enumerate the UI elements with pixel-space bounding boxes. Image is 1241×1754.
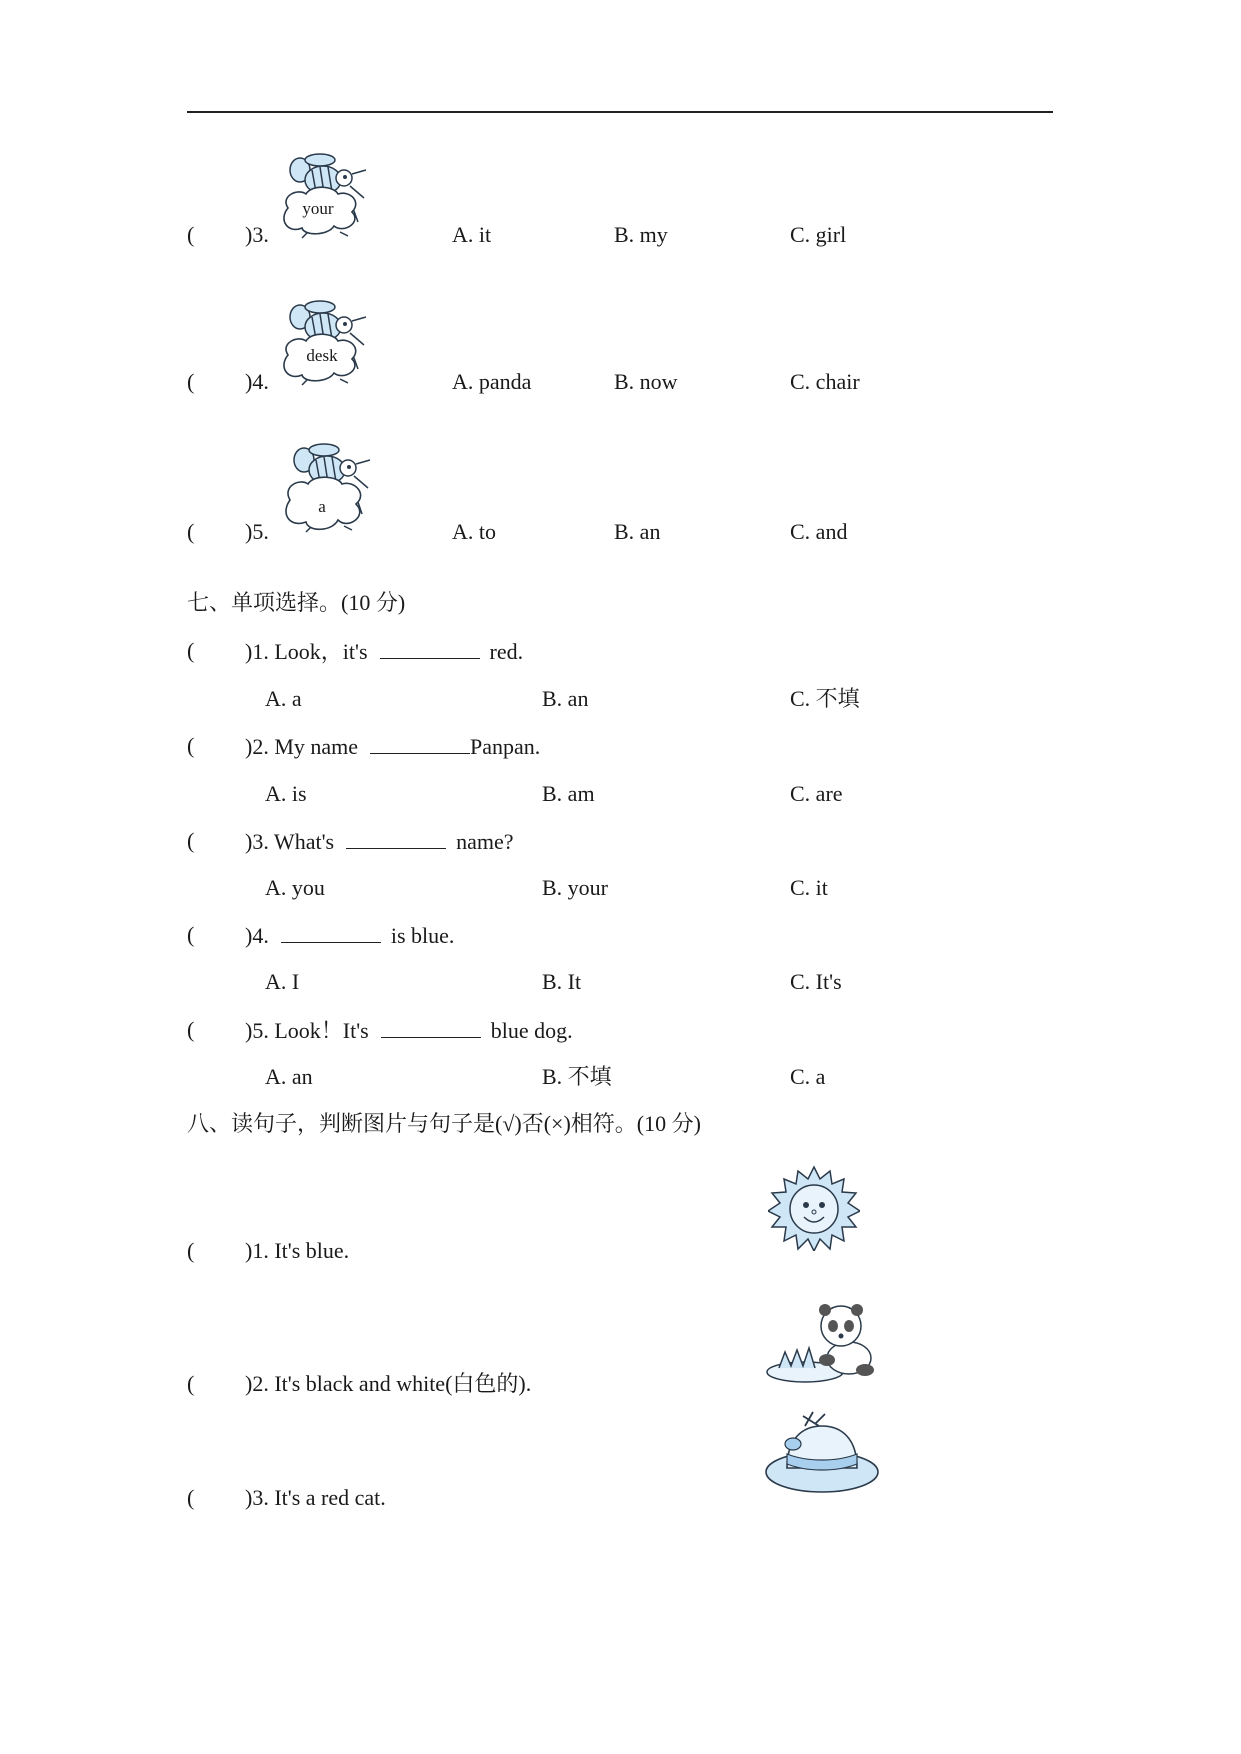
statement-text: )1. It's blue. — [245, 1238, 350, 1263]
option-a[interactable]: A. I — [265, 969, 300, 994]
question-text: )2. My name Panpan. — [245, 734, 541, 759]
option-c[interactable]: C. are — [790, 781, 843, 806]
answer-paren[interactable]: ( — [187, 1485, 195, 1510]
option-b[interactable]: B. your — [542, 875, 608, 900]
answer-paren[interactable]: ( — [187, 1371, 195, 1396]
header-rule — [187, 111, 1053, 113]
section-title: 七、单项选择。(10 分) — [187, 590, 406, 615]
option-c[interactable]: C. a — [790, 1064, 826, 1089]
sun-picture — [768, 1165, 860, 1251]
bee-word: your — [302, 199, 334, 218]
panda-icon — [765, 1298, 877, 1388]
answer-paren[interactable]: ( — [187, 638, 195, 663]
question-text: )3. What's name? — [245, 829, 514, 854]
answer-paren[interactable]: ( — [187, 1238, 195, 1263]
option-b: B. now — [614, 369, 678, 394]
question-text: )1. Look，it's red. — [245, 639, 524, 664]
option-c: C. girl — [790, 222, 847, 247]
bee-word: desk — [306, 346, 338, 365]
hat-picture — [763, 1408, 881, 1496]
option-a[interactable]: A. is — [265, 781, 307, 806]
option-b[interactable]: B. an — [542, 686, 589, 711]
bee-word-picture — [282, 440, 382, 536]
answer-paren[interactable]: ( — [187, 519, 195, 544]
bee-word-picture — [278, 150, 378, 242]
option-b: B. an — [614, 519, 661, 544]
answer-paren[interactable]: ( — [187, 222, 195, 247]
statement-text: )3. It's a red cat. — [245, 1485, 386, 1510]
option-c[interactable]: C. It's — [790, 969, 842, 994]
answer-paren[interactable]: ( — [187, 922, 195, 947]
question-text: )5. Look！It's blue dog. — [245, 1018, 573, 1043]
hat-icon — [763, 1408, 881, 1496]
answer-paren[interactable]: ( — [187, 828, 195, 853]
question-number: )3. — [245, 222, 269, 247]
option-c: C. and — [790, 519, 848, 544]
option-a: A. it — [452, 222, 492, 247]
option-b[interactable]: B. It — [542, 969, 582, 994]
option-a: A. panda — [452, 369, 532, 394]
option-a[interactable]: A. you — [265, 875, 325, 900]
sun-icon — [768, 1165, 860, 1251]
option-a: A. to — [452, 519, 496, 544]
question-text: )4. is blue. — [245, 923, 455, 948]
bee-icon — [278, 297, 378, 389]
option-b[interactable]: B. am — [542, 781, 595, 806]
option-c[interactable]: C. 不填 — [790, 686, 860, 711]
section-title: 八、读句子，判断图片与句子是(√)否(×)相符。(10 分) — [187, 1111, 701, 1136]
statement-text: )2. It's black and white(白色的). — [245, 1371, 532, 1396]
question-number: )5. — [245, 519, 269, 544]
question-number: )4. — [245, 369, 269, 394]
answer-paren[interactable]: ( — [187, 1017, 195, 1042]
bee-word-picture — [278, 297, 378, 389]
option-a[interactable]: A. an — [265, 1064, 313, 1089]
option-c: C. chair — [790, 369, 860, 394]
panda-picture — [765, 1298, 877, 1388]
option-c[interactable]: C. it — [790, 875, 828, 900]
bee-icon — [282, 440, 382, 536]
bee-word: a — [318, 497, 326, 516]
answer-paren[interactable]: ( — [187, 369, 195, 394]
option-b: B. my — [614, 222, 668, 247]
option-b[interactable]: B. 不填 — [542, 1064, 612, 1089]
answer-paren[interactable]: ( — [187, 733, 195, 758]
option-a[interactable]: A. a — [265, 686, 302, 711]
bee-icon — [278, 150, 378, 242]
